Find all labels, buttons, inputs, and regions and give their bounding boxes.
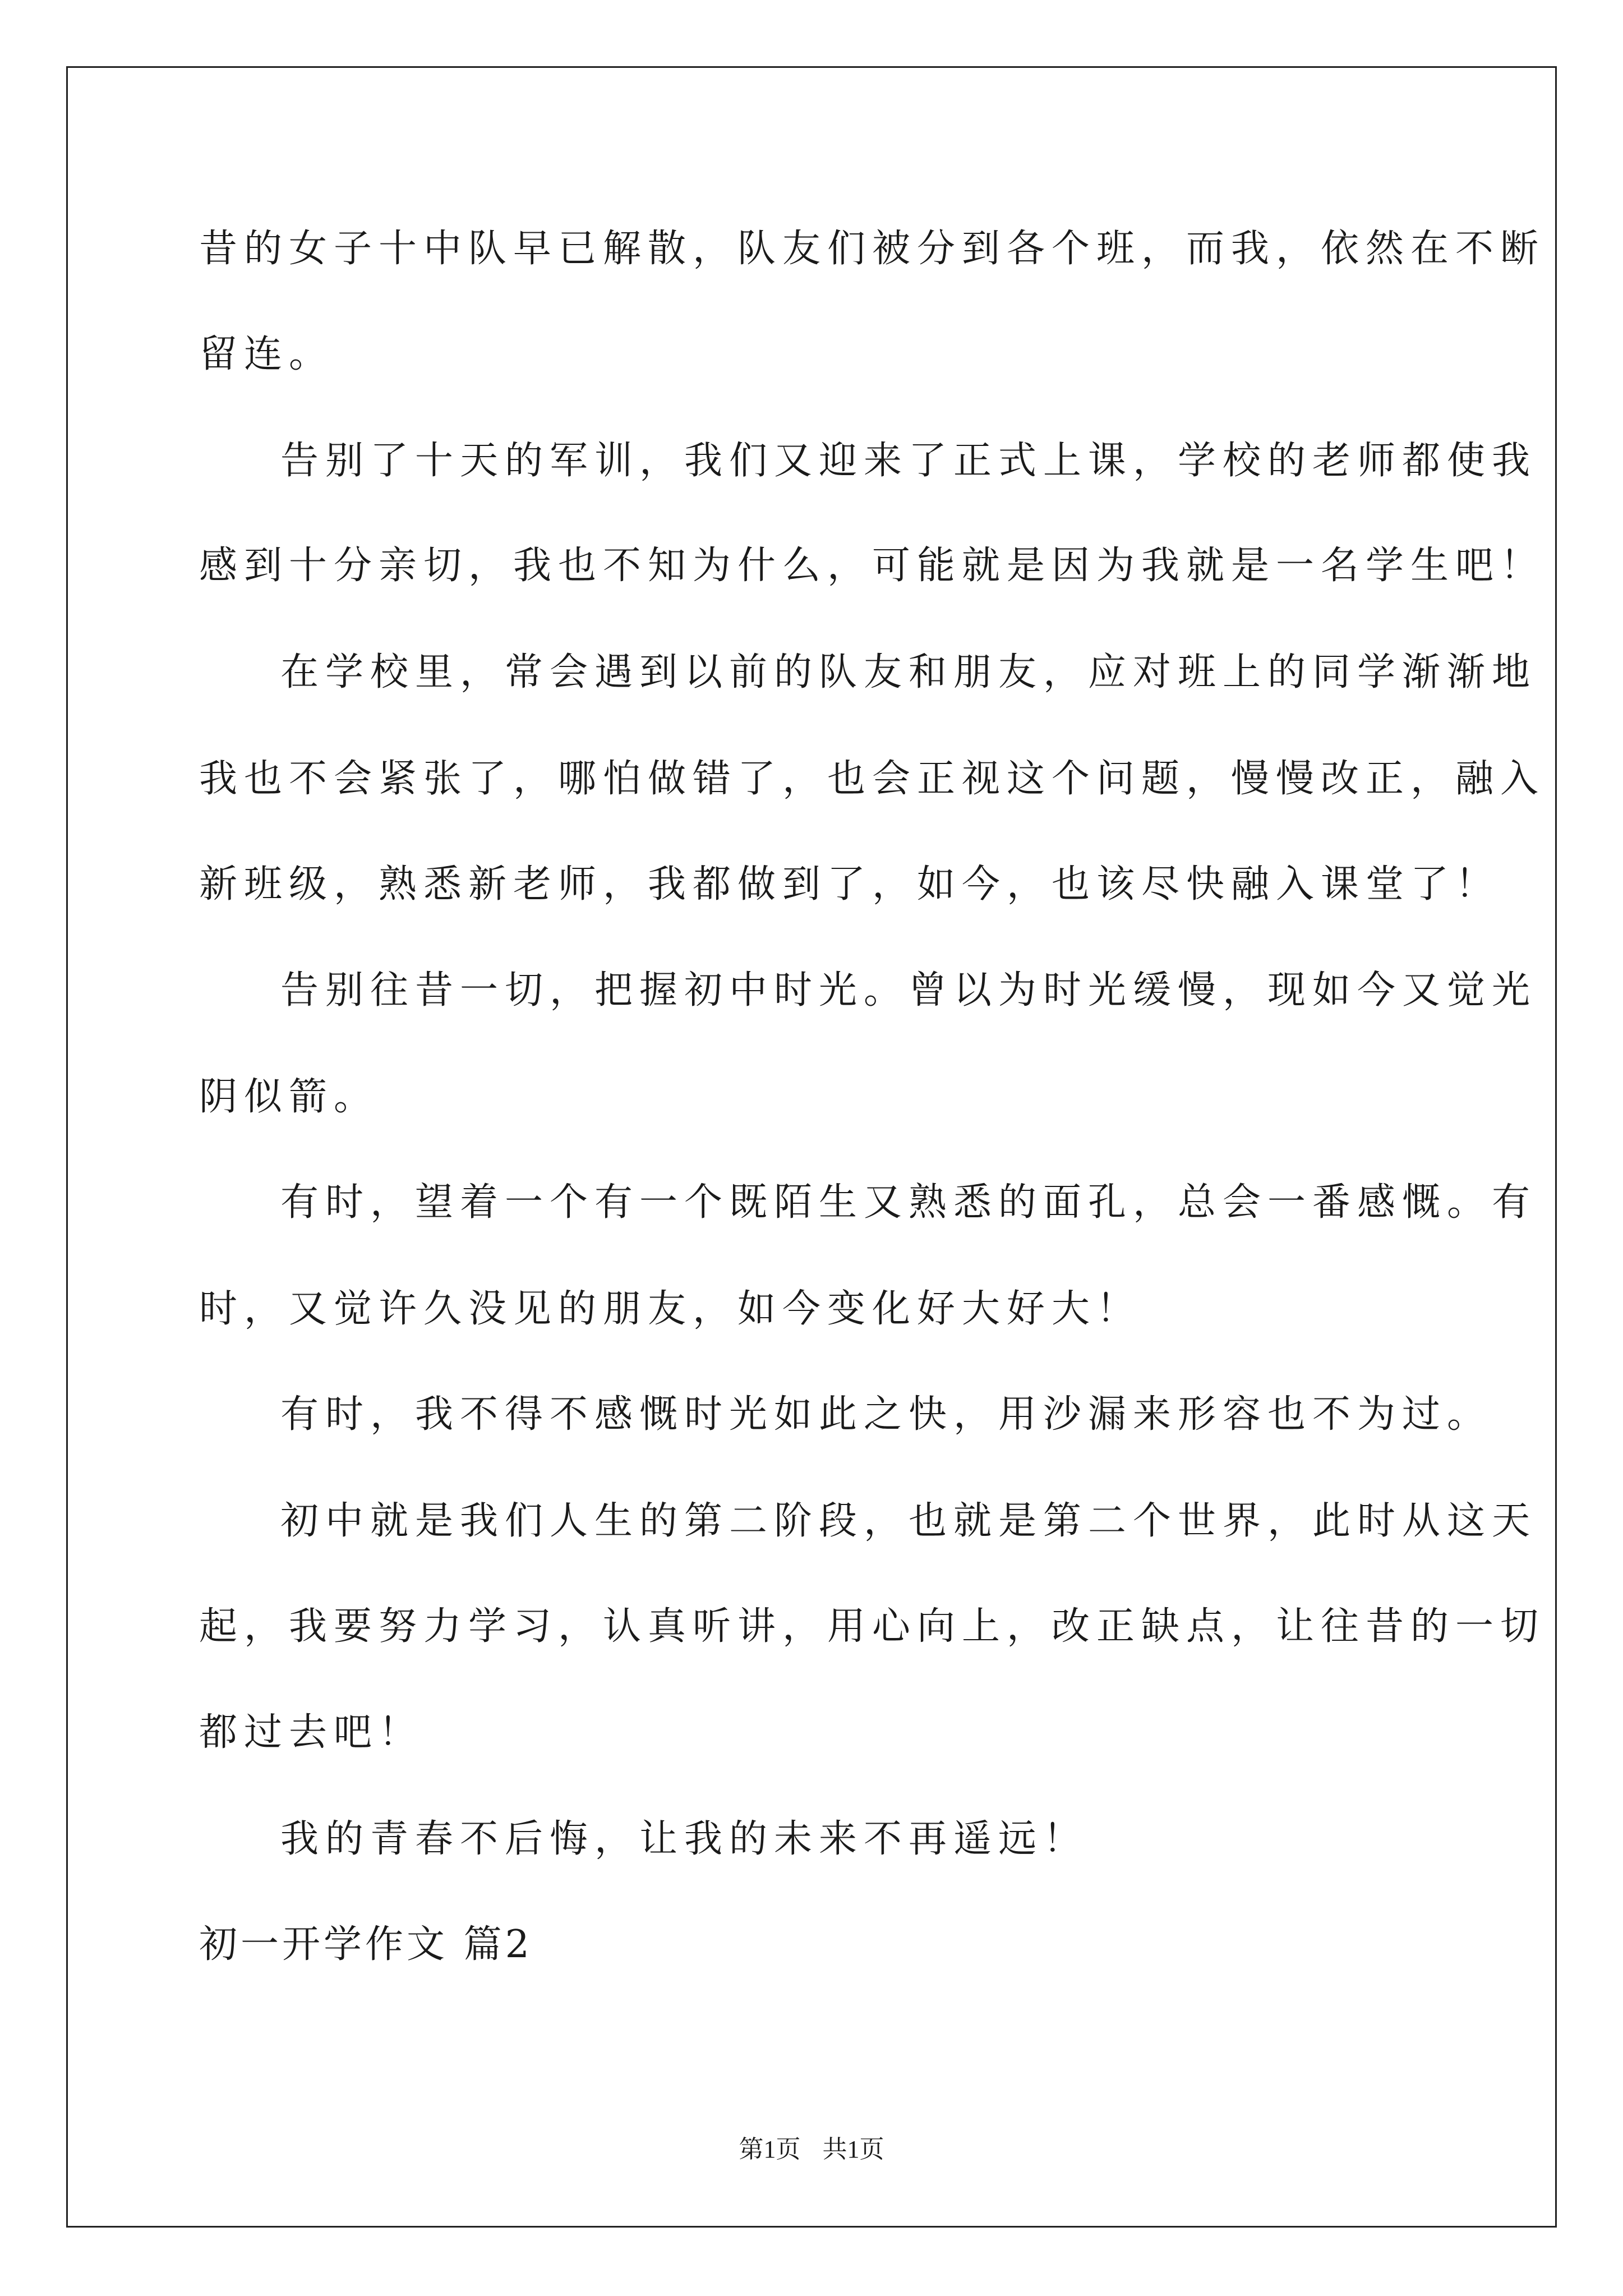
paragraph-start: 在学校里，常会遇到以前的队友和朋友，应对班上的同学渐渐地 xyxy=(280,650,1537,694)
paragraph-start: 我的青春不后悔，让我的未来不再遥远！ xyxy=(280,1817,1089,1861)
section-heading: 初一开学作文 篇2 xyxy=(199,1922,533,1967)
paragraph-start: 有时，望着一个有一个既陌生又熟悉的面孔，总会一番感慨。有 xyxy=(280,1180,1537,1225)
text-line: 新班级，熟悉新老师，我都做到了，如今，也该尽快融入课堂了！ xyxy=(199,862,1501,907)
page-border xyxy=(66,66,1557,2228)
text-line: 时，又觉许久没见的朋友，如今变化好大好大！ xyxy=(199,1287,1142,1331)
text-line: 感到十分亲切，我也不知为什么，可能就是因为我就是一名学生吧！ xyxy=(199,544,1546,588)
page-total: 共1页 xyxy=(822,2136,884,2163)
page-current: 第1页 xyxy=(739,2136,801,2163)
text-line: 起，我要努力学习，认真听讲，用心向上，改正缺点，让往昔的一切 xyxy=(199,1604,1546,1649)
paragraph-start: 告别往昔一切，把握初中时光。曾以为时光缓慢，现如今又觉光 xyxy=(280,968,1537,1013)
text-line: 昔的女子十中队早已解散，队友们被分到各个班，而我，依然在不断 xyxy=(199,227,1546,271)
text-line: 留连。 xyxy=(199,332,334,376)
paragraph-start: 告别了十天的军训，我们又迎来了正式上课，学校的老师都使我 xyxy=(280,439,1537,483)
paragraph-start: 有时，我不得不感慨时光如此之快，用沙漏来形容也不为过。 xyxy=(280,1392,1492,1437)
text-line: 我也不会紧张了，哪怕做错了，也会正视这个问题，慢慢改正，融入 xyxy=(199,757,1546,801)
text-line: 阴似箭。 xyxy=(199,1075,379,1119)
page-footer xyxy=(0,2137,1623,2162)
text-line: 都过去吧！ xyxy=(199,1710,424,1755)
paragraph-start: 初中就是我们人生的第二阶段，也就是第二个世界，此时从这天 xyxy=(280,1499,1537,1543)
